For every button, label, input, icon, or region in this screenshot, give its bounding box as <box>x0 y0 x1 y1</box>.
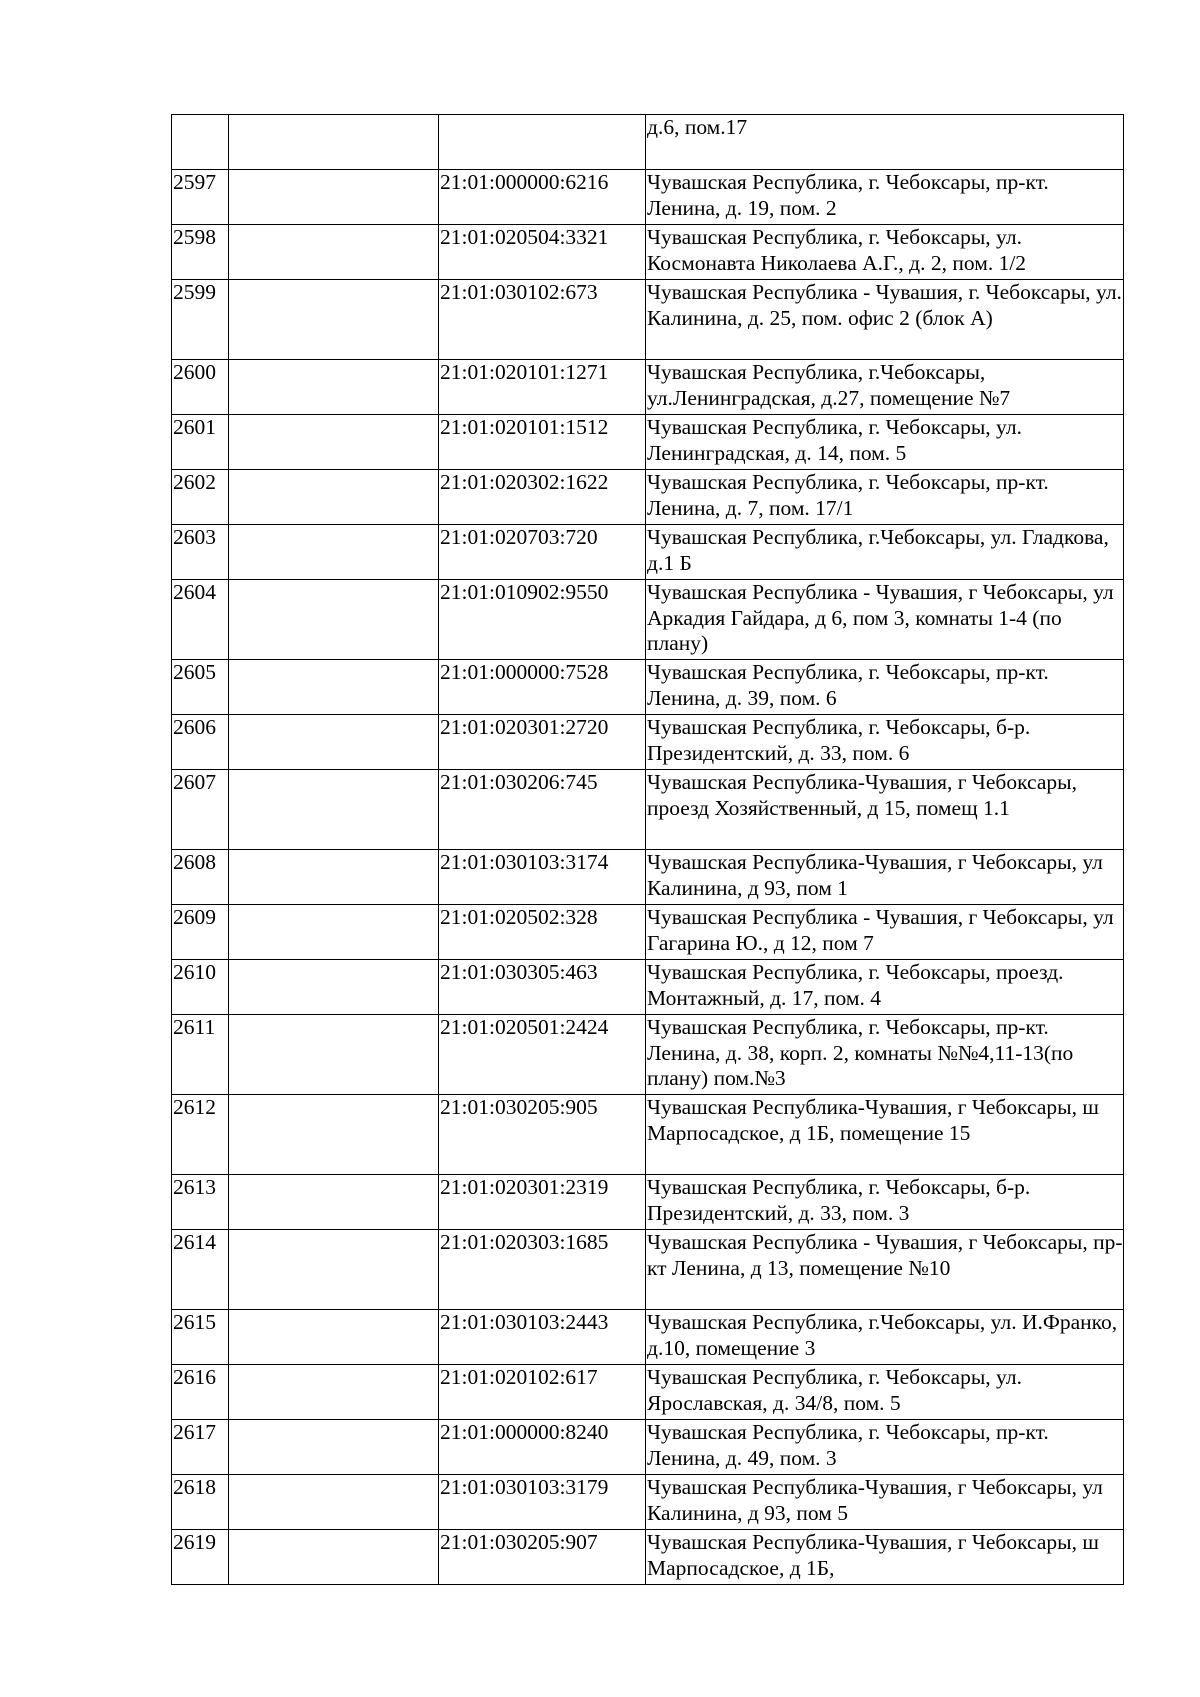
cadastral-number-cell: 21:01:020501:2424 <box>439 1015 646 1095</box>
row-number-cell: 2603 <box>172 525 229 580</box>
address-cell: Чувашская Республика, г. Чебоксары, б-р. Президентский, д. 33, пом. 3 <box>646 1175 1124 1230</box>
row-number-cell: 2612 <box>172 1095 229 1175</box>
address-cell: Чувашская Республика, г.Чебоксары, ул. Гладкова, д.1 Б <box>646 525 1124 580</box>
empty-cell <box>229 115 439 170</box>
table-row <box>172 225 1124 280</box>
row-number-cell: 2606 <box>172 715 229 770</box>
address-cell: Чувашская Республика-Чувашия, г Чебоксары, проезд Хозяйственный, д 15, помещ 1.1 <box>646 770 1124 850</box>
empty-cell <box>229 525 439 580</box>
cadastral-number-cell: 21:01:020502:328 <box>439 905 646 960</box>
row-number-cell: 2605 <box>172 660 229 715</box>
empty-cell <box>229 960 439 1015</box>
cadastral-number-cell: 21:01:020303:1685 <box>439 1230 646 1310</box>
cadastral-number-cell: 21:01:010902:9550 <box>439 580 646 660</box>
row-number-cell: 2604 <box>172 580 229 660</box>
empty-cell <box>229 1310 439 1365</box>
address-cell: Чувашская Республика, г. Чебоксары, ул. Ленинградская, д. 14, пом. 5 <box>646 415 1124 470</box>
table-row <box>172 280 1124 360</box>
cadastral-number-cell: 21:01:020504:3321 <box>439 225 646 280</box>
address-cell: Чувашская Республика-Чувашия, г Чебоксары, ш Марпосадское, д 1Б, помещение 15 <box>646 1095 1124 1175</box>
cadastral-number-cell: 21:01:020301:2319 <box>439 1175 646 1230</box>
cadastral-number-cell: 21:01:020102:617 <box>439 1365 646 1420</box>
address-cell: д.6, пом.17 <box>646 115 1124 170</box>
cadastral-number-cell <box>439 115 646 170</box>
cadastral-number-cell: 21:01:020301:2720 <box>439 715 646 770</box>
row-number-cell: 2617 <box>172 1420 229 1475</box>
empty-cell <box>229 905 439 960</box>
address-cell: Чувашская Республика - Чувашия, г Чебоксары, ул Аркадия Гайдара, д 6, пом 3, комнаты 1-4 (по плану) <box>646 580 1124 660</box>
address-cell: Чувашская Республика, г. Чебоксары, ул. Космонавта Николаева А.Г., д. 2, пом. 1/2 <box>646 225 1124 280</box>
table-row <box>172 115 1124 170</box>
row-number-cell: 2600 <box>172 360 229 415</box>
row-number-cell: 2615 <box>172 1310 229 1365</box>
empty-cell <box>229 280 439 360</box>
address-cell: Чувашская Республика-Чувашия, г Чебоксары, ул Калинина, д 93, пом 5 <box>646 1475 1124 1530</box>
table-row <box>172 1530 1124 1585</box>
address-cell: Чувашская Республика, г. Чебоксары, пр-кт. Ленина, д. 7, пом. 17/1 <box>646 470 1124 525</box>
row-number-cell: 2616 <box>172 1365 229 1420</box>
table-row <box>172 525 1124 580</box>
empty-cell <box>229 660 439 715</box>
empty-cell <box>229 1230 439 1310</box>
registry-table-body <box>172 115 1124 1585</box>
cadastral-number-cell: 21:01:030103:3179 <box>439 1475 646 1530</box>
empty-cell <box>229 715 439 770</box>
empty-cell <box>229 470 439 525</box>
address-cell: Чувашская Республика, г. Чебоксары, проезд. Монтажный, д. 17, пом. 4 <box>646 960 1124 1015</box>
table-row <box>172 960 1124 1015</box>
row-number-cell: 2610 <box>172 960 229 1015</box>
empty-cell <box>229 1015 439 1095</box>
cadastral-number-cell: 21:01:030305:463 <box>439 960 646 1015</box>
address-cell: Чувашская Республика-Чувашия, г Чебоксары, ул Калинина, д 93, пом 1 <box>646 850 1124 905</box>
empty-cell <box>229 1530 439 1585</box>
empty-cell <box>229 1095 439 1175</box>
table-row <box>172 1475 1124 1530</box>
address-cell: Чувашская Республика, г. Чебоксары, пр-кт. Ленина, д. 38, корп. 2, комнаты №№4,11-13(по плану) пом.№3 <box>646 1015 1124 1095</box>
row-number-cell: 2607 <box>172 770 229 850</box>
table-row <box>172 1015 1124 1095</box>
table-row <box>172 1175 1124 1230</box>
cadastral-number-cell: 21:01:030205:905 <box>439 1095 646 1175</box>
table-row <box>172 470 1124 525</box>
address-cell: Чувашская Республика - Чувашия, г Чебоксары, ул Гагарина Ю., д 12, пом 7 <box>646 905 1124 960</box>
address-cell: Чувашская Республика, г. Чебоксары, пр-кт. Ленина, д. 19, пом. 2 <box>646 170 1124 225</box>
address-cell: Чувашская Республика, г.Чебоксары, ул. И.Франко, д.10, помещение 3 <box>646 1310 1124 1365</box>
table-row <box>172 1230 1124 1310</box>
table-row <box>172 415 1124 470</box>
empty-cell <box>229 225 439 280</box>
table-row <box>172 1095 1124 1175</box>
table-row <box>172 715 1124 770</box>
cadastral-number-cell: 21:01:020703:720 <box>439 525 646 580</box>
row-number-cell: 2613 <box>172 1175 229 1230</box>
empty-cell <box>229 1420 439 1475</box>
address-cell: Чувашская Республика, г. Чебоксары, пр-кт. Ленина, д. 49, пом. 3 <box>646 1420 1124 1475</box>
registry-table <box>171 114 1124 1585</box>
cadastral-number-cell: 21:01:030103:3174 <box>439 850 646 905</box>
empty-cell <box>229 170 439 225</box>
empty-cell <box>229 415 439 470</box>
address-cell: Чувашская Республика, г. Чебоксары, б-р. Президентский, д. 33, пом. 6 <box>646 715 1124 770</box>
table-row <box>172 360 1124 415</box>
empty-cell <box>229 1175 439 1230</box>
cadastral-number-cell: 21:01:030205:907 <box>439 1530 646 1585</box>
empty-cell <box>229 580 439 660</box>
row-number-cell <box>172 115 229 170</box>
address-cell: Чувашская Республика-Чувашия, г Чебоксары, ш Марпосадское, д 1Б, <box>646 1530 1124 1585</box>
row-number-cell: 2599 <box>172 280 229 360</box>
table-row <box>172 905 1124 960</box>
row-number-cell: 2597 <box>172 170 229 225</box>
empty-cell <box>229 770 439 850</box>
address-cell: Чувашская Республика, г.Чебоксары, ул.Ленинградская, д.27, помещение №7 <box>646 360 1124 415</box>
cadastral-number-cell: 21:01:000000:6216 <box>439 170 646 225</box>
cadastral-number-cell: 21:01:020101:1271 <box>439 360 646 415</box>
empty-cell <box>229 1475 439 1530</box>
table-row <box>172 1310 1124 1365</box>
empty-cell <box>229 360 439 415</box>
cadastral-number-cell: 21:01:000000:7528 <box>439 660 646 715</box>
cadastral-number-cell: 21:01:030102:673 <box>439 280 646 360</box>
row-number-cell: 2602 <box>172 470 229 525</box>
row-number-cell: 2618 <box>172 1475 229 1530</box>
row-number-cell: 2598 <box>172 225 229 280</box>
table-row <box>172 770 1124 850</box>
row-number-cell: 2609 <box>172 905 229 960</box>
empty-cell <box>229 1365 439 1420</box>
address-cell: Чувашская Республика - Чувашия, г. Чебоксары, ул. Калинина, д. 25, пом. офис 2 (блок А) <box>646 280 1124 360</box>
table-row <box>172 660 1124 715</box>
row-number-cell: 2619 <box>172 1530 229 1585</box>
table-row <box>172 1420 1124 1475</box>
row-number-cell: 2611 <box>172 1015 229 1095</box>
address-cell: Чувашская Республика - Чувашия, г Чебоксары, пр-кт Ленина, д 13, помещение №10 <box>646 1230 1124 1310</box>
cadastral-number-cell: 21:01:000000:8240 <box>439 1420 646 1475</box>
address-cell: Чувашская Республика, г. Чебоксары, пр-кт. Ленина, д. 39, пом. 6 <box>646 660 1124 715</box>
cadastral-number-cell: 21:01:020302:1622 <box>439 470 646 525</box>
row-number-cell: 2608 <box>172 850 229 905</box>
row-number-cell: 2601 <box>172 415 229 470</box>
cadastral-number-cell: 21:01:030103:2443 <box>439 1310 646 1365</box>
table-row <box>172 170 1124 225</box>
row-number-cell: 2614 <box>172 1230 229 1310</box>
empty-cell <box>229 850 439 905</box>
table-row <box>172 1365 1124 1420</box>
cadastral-number-cell: 21:01:020101:1512 <box>439 415 646 470</box>
table-row <box>172 850 1124 905</box>
cadastral-number-cell: 21:01:030206:745 <box>439 770 646 850</box>
table-row <box>172 580 1124 660</box>
address-cell: Чувашская Республика, г. Чебоксары, ул. Ярославская, д. 34/8, пом. 5 <box>646 1365 1124 1420</box>
